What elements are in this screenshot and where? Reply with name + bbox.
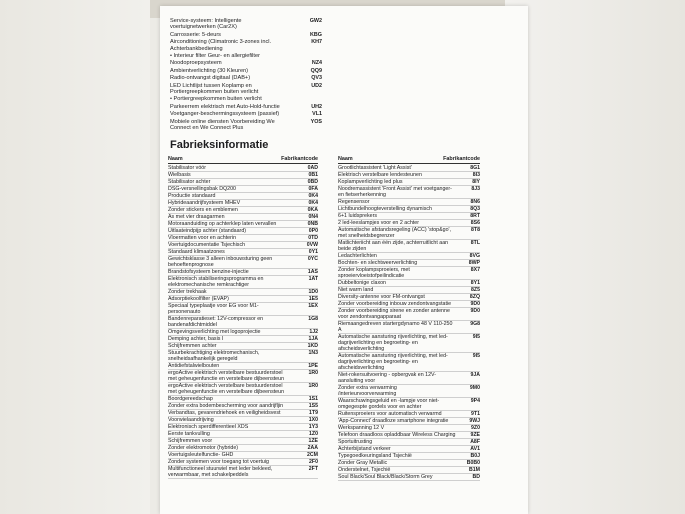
list-item xyxy=(170,39,322,52)
row-name: • Interieur filter Geur- en allergiefilter xyxy=(170,53,260,60)
row-code: 9G8 xyxy=(470,321,480,327)
table-row xyxy=(338,418,480,425)
table-row xyxy=(168,276,318,289)
list-item xyxy=(170,96,322,102)
row-name: Automatische afstandsregeling (ACC) 'stop&go', met snelheidsbegrenzer xyxy=(338,227,452,239)
row-code: 8X7 xyxy=(470,267,480,273)
row-name: Demping achter, basis I xyxy=(168,336,224,342)
table-body xyxy=(338,165,480,481)
table-row xyxy=(168,228,318,235)
row-code: KH7 xyxy=(311,39,322,46)
table-row xyxy=(338,411,480,418)
row-code: 1ZE xyxy=(308,438,318,444)
table-row xyxy=(338,398,480,411)
row-code: GW2 xyxy=(309,18,322,24)
row-name: Voetganger-beschermingssysteem (passief) xyxy=(170,111,280,118)
row-name: Brandstofsysteem benzine-injectie xyxy=(168,269,249,275)
row-code: 9D0 xyxy=(470,301,480,307)
row-code: 1E5 xyxy=(308,296,318,302)
row-name: Zonder trekhaak xyxy=(168,289,207,295)
row-name: Zonder elektromotor (hybride) xyxy=(168,445,239,451)
table-row xyxy=(168,269,318,276)
row-code: 1EX xyxy=(308,303,318,309)
row-code: 8Z5 xyxy=(471,287,480,293)
row-code: 2FT xyxy=(308,466,318,472)
row-code: QQ9 xyxy=(310,67,322,74)
row-name: 'App-Connect' draadloze smartphone integratie xyxy=(338,418,449,424)
row-name: Typegoedkeuringsland Tsjechië xyxy=(338,453,412,459)
row-name: Zonder stickers en emblemen xyxy=(168,207,238,213)
row-name: Multifunctioneel stuurwiel met leder bekleed, verwarmbaar, met schakelpeddels xyxy=(168,466,273,478)
background-right xyxy=(505,0,685,514)
row-code: NZ4 xyxy=(311,60,322,67)
column-code-header: Fabrikantcode xyxy=(443,156,480,162)
column-name-header: Naam xyxy=(168,156,183,162)
table-row xyxy=(338,460,480,467)
table-row xyxy=(168,336,318,343)
table-row xyxy=(338,353,480,372)
table-row xyxy=(338,453,480,460)
table-row xyxy=(338,467,480,474)
row-name: Motoraanduiding op achterklep laten vervallen xyxy=(168,221,277,227)
table-header xyxy=(168,156,318,164)
row-code: 0FA xyxy=(308,186,318,192)
row-code: 1R0 xyxy=(308,370,318,376)
row-name: ergoActive elektrisch verstelbare bestuurderstoel met geheugenfunctie en verstelbare dijbeensteun xyxy=(168,383,285,395)
row-name: LED Lichtlijst tussen Koplamp en Portiergreepkommen buiten verlicht xyxy=(170,82,259,96)
row-code: 0K4 xyxy=(308,193,318,199)
table-row xyxy=(338,260,480,267)
row-code: UH2 xyxy=(311,103,322,110)
row-code: 9WJ xyxy=(469,418,480,424)
table-row xyxy=(168,431,318,438)
row-name: Voorwielaandrijving xyxy=(168,417,214,423)
table-row xyxy=(168,466,318,479)
row-code: 8S6 xyxy=(470,220,480,226)
row-name: Zonder Gray Metallic xyxy=(338,460,388,466)
table-row xyxy=(338,165,480,172)
list-item xyxy=(170,18,322,31)
row-code: 2F0 xyxy=(309,459,318,465)
row-name: Zonder systemen voor toegang tot voertuig xyxy=(168,459,269,465)
row-code: 1N3 xyxy=(308,350,318,356)
list-item xyxy=(170,119,322,132)
row-code: 1S1 xyxy=(308,396,318,402)
table-row xyxy=(168,214,318,221)
row-code: 8T8 xyxy=(471,227,480,233)
row-name: Werkspanning 12 V xyxy=(338,425,385,431)
table-row xyxy=(338,294,480,301)
table-row xyxy=(168,417,318,424)
right-table xyxy=(338,156,480,481)
row-code: 1J2 xyxy=(309,329,318,335)
row-name: Ambientverlichting (30 Kleuren) xyxy=(170,67,249,74)
list-item xyxy=(170,32,322,38)
table-row xyxy=(168,186,318,193)
row-name: Achterbijstand verkeer xyxy=(338,446,391,452)
row-code: KBG xyxy=(310,31,322,38)
row-name: Koplampverlichting led plus xyxy=(338,179,403,185)
table-row xyxy=(338,372,480,385)
table-row xyxy=(338,432,480,439)
table-row xyxy=(168,452,318,459)
table-row xyxy=(168,303,318,316)
row-name: Eerste tankvulling xyxy=(168,431,210,437)
equipment-list xyxy=(170,18,322,133)
row-code: 0B1 xyxy=(308,172,318,178)
row-name: Diversity-antenne voor FM-ontvangst xyxy=(338,294,425,300)
table-row xyxy=(338,172,480,179)
table-row xyxy=(168,221,318,228)
row-name: Soul Black/Soul Black/Black/Storm Grey xyxy=(338,474,433,480)
row-code: 1Z0 xyxy=(309,431,318,437)
row-name: As met vier draagarmen xyxy=(168,214,225,220)
row-name: Riemaangedreven startergdynamo 48 V 110-250 A xyxy=(338,321,453,333)
row-code: B1M xyxy=(469,467,480,473)
row-code: 8Q3 xyxy=(470,206,480,212)
table-row xyxy=(338,280,480,287)
row-name: Ledachterlichten xyxy=(338,253,377,259)
table-row xyxy=(338,385,480,398)
row-code: VL1 xyxy=(312,111,322,118)
row-name: DSG-versnellingsbak DQ200 xyxy=(168,186,237,192)
row-name: Zonder extra verwarming /interieurvoorverwarming xyxy=(338,385,397,397)
row-code: 8N6 xyxy=(470,199,480,205)
row-name: Verbandtas, gevarendriehoek en veiligheidsvest xyxy=(168,410,281,416)
row-name: Bandenreparatieset: 12V-compressor en bandenafdichtmiddel xyxy=(168,316,264,328)
list-item xyxy=(170,83,322,96)
table-row xyxy=(338,186,480,199)
row-code: 9I5 xyxy=(472,353,480,359)
table-row xyxy=(338,227,480,240)
row-code: 1AS xyxy=(307,269,318,275)
row-name: Elektrisch verstelbare lendesteunen xyxy=(338,172,422,178)
row-code: 2AA xyxy=(307,445,318,451)
table-row xyxy=(168,289,318,296)
row-code: A8F xyxy=(470,439,480,445)
row-name: Bochten- en slechtweerverlichting xyxy=(338,260,418,266)
row-code: 9T1 xyxy=(471,411,480,417)
row-code: 1JA xyxy=(308,336,318,342)
row-name: Stuurbekrachtiging elektromechanisch, snelheidsafhankelijk geregeld xyxy=(168,350,260,362)
row-code: 1AT xyxy=(308,276,318,282)
background-left xyxy=(0,0,150,514)
table-row xyxy=(168,316,318,329)
table-row xyxy=(168,242,318,249)
row-code: B0B0 xyxy=(466,460,480,466)
row-code: 9M0 xyxy=(469,385,480,391)
row-name: Onderstelnet, Tsjechië xyxy=(338,467,391,473)
row-name: Matlichteriicht aan één zijde, achterruitlicht aan beide zijden xyxy=(338,240,449,252)
list-item xyxy=(170,104,322,110)
table-row xyxy=(338,240,480,253)
row-name: Voertuigdocumentatie Tsjechisch xyxy=(168,242,246,248)
table-row xyxy=(338,474,480,481)
row-name: Standaard klimaatzones xyxy=(168,249,225,255)
table-row xyxy=(168,350,318,363)
row-code: 8G1 xyxy=(470,165,480,171)
row-code: 9Z0 xyxy=(471,425,480,431)
table-row xyxy=(338,425,480,432)
row-name: Grootlichtassistent 'Light Assist' xyxy=(338,165,412,171)
row-code: 8IY xyxy=(472,179,480,185)
list-item xyxy=(170,111,322,117)
row-code: YOS xyxy=(310,118,322,125)
row-name: Schijfremmen voor xyxy=(168,438,213,444)
row-code: 1R0 xyxy=(308,383,318,389)
row-name: Gewichtsklasse 3 alleen inbouwsturing geen behoeftenprognose xyxy=(168,256,273,268)
row-name: Lichtbundelhoogteverstelling dynamisch xyxy=(338,206,432,212)
row-name: Boordgereedschap xyxy=(168,396,213,402)
row-code: AV1 xyxy=(470,446,480,452)
table-row xyxy=(168,165,318,172)
table-body xyxy=(168,165,318,479)
row-code: 0Y1 xyxy=(308,249,318,255)
table-row xyxy=(338,301,480,308)
table-row xyxy=(168,410,318,417)
row-code: BD xyxy=(472,474,480,480)
table-row xyxy=(168,296,318,303)
row-code: 8RT xyxy=(470,213,480,219)
table-row xyxy=(168,200,318,207)
row-name: Noodremassistent 'Front Assist' met voetganger- en fietserherkenning xyxy=(338,186,452,198)
row-name: Speciaal typeplaatje voor EG voor M1-personenauto xyxy=(168,303,259,315)
row-name: Telefoon draadloos opladdbaar Wireless Charging xyxy=(338,432,456,438)
row-code: 1Y3 xyxy=(308,424,318,430)
table-row xyxy=(168,459,318,466)
row-name: Niet warm land xyxy=(338,287,374,293)
left-table xyxy=(168,156,318,479)
row-name: Radio-ontvangst digitaal (DAB+) xyxy=(170,75,251,82)
row-name: 6+1 luidsprekers xyxy=(338,213,378,219)
list-item xyxy=(170,75,322,81)
row-code: 1X0 xyxy=(308,417,318,423)
row-code: B0J xyxy=(470,453,480,459)
row-name: Automatische aansturing rijverlichting, met led-dagrijverlichting en begroeting- en afscheidsverlichting xyxy=(338,334,448,352)
row-code: 8Y1 xyxy=(470,280,480,286)
table-row xyxy=(338,253,480,260)
table-row xyxy=(168,193,318,200)
section-title: Fabrieksinformatie xyxy=(170,139,269,151)
row-name: Stabilisator vóór xyxy=(168,165,206,171)
column-name-header: Naam xyxy=(338,156,353,162)
row-name: Vloermatten voor en achterin xyxy=(168,235,237,241)
table-row xyxy=(338,446,480,453)
row-code: 1S5 xyxy=(308,403,318,409)
row-code: 1T9 xyxy=(309,410,318,416)
row-name: Noodoproepsysteem xyxy=(170,60,222,67)
row-name: Stabilisator achter xyxy=(168,179,211,185)
row-name: Sportuitrusting xyxy=(338,439,373,445)
row-name: Wielbasis xyxy=(168,172,191,178)
row-name: Elektronisch stabiliseringsprogramma en elektromechanische remkrachtiger xyxy=(168,276,264,288)
row-code: 9ZE xyxy=(470,432,480,438)
table-row xyxy=(338,439,480,446)
row-name: Waarschuwingsgeluid en -lampje voor niet-omgegespte gordels voor en achter xyxy=(338,398,440,410)
table-row xyxy=(168,424,318,431)
row-code: 0P0 xyxy=(308,228,318,234)
row-name: Antidiefstalwielbouten xyxy=(168,363,220,369)
table-row xyxy=(338,213,480,220)
row-code: 0TD xyxy=(308,235,318,241)
row-name: 2 led-leeslampjes voor en 2 achter xyxy=(338,220,419,226)
row-name: Adsorptiekoolfilter (EVAP) xyxy=(168,296,229,302)
row-code: 1G8 xyxy=(308,316,318,322)
table-row xyxy=(168,363,318,370)
row-code: 2CM xyxy=(307,452,318,458)
row-name: Airconditioning (Climatronic 3-zones incl. Achterbankbediening xyxy=(170,39,272,52)
row-code: 1PE xyxy=(308,363,318,369)
row-code: 0YC xyxy=(307,256,318,262)
row-name: • Portiergreepkommen buiten verlicht xyxy=(170,96,262,103)
row-code: QV3 xyxy=(311,75,322,82)
list-item xyxy=(170,53,322,59)
table-row xyxy=(338,334,480,353)
row-name: Schijfremmen achter xyxy=(168,343,217,349)
table-row xyxy=(168,179,318,186)
row-name: Dubbeltonige claxon xyxy=(338,280,387,286)
table-row xyxy=(338,308,480,321)
table-row xyxy=(168,438,318,445)
row-name: Zonder voorbereiding sirene en zonder antenne voor zendontvangapparaat xyxy=(338,308,450,320)
row-name: Regensensor xyxy=(338,199,370,205)
table-row xyxy=(168,370,318,383)
row-code: 8VG xyxy=(469,253,480,259)
list-item xyxy=(170,60,322,66)
table-header xyxy=(338,156,480,164)
row-name: Automatische aansturing rijverlichting, met led-dagrijverlichting en begroeting- en afscheidsverlichting xyxy=(338,353,448,371)
row-name: Service-systeem: Intelligente voertuignetwerken (Car2X) xyxy=(170,18,242,31)
row-code: 0VW xyxy=(306,242,318,248)
row-name: Zonder koplampsproeiers, met sproeiervloeistofpeilindicatie xyxy=(338,267,410,279)
row-code: 8I3 xyxy=(472,172,480,178)
row-code: 0AD xyxy=(307,165,318,171)
row-code: 1D0 xyxy=(308,289,318,295)
row-code: 8TL xyxy=(470,240,480,246)
table-row xyxy=(168,343,318,350)
row-name: Ruitensproeiers voor automatisch verwarmd xyxy=(338,411,442,417)
table-row xyxy=(168,396,318,403)
row-name: Voertuigsleutelfunctie- GHD xyxy=(168,452,234,458)
row-code: 9P4 xyxy=(470,398,480,404)
row-code: 0KA xyxy=(307,207,318,213)
row-name: Omgevingsverlichting met logoprojectie xyxy=(168,329,261,335)
row-code: 8ZQ xyxy=(469,294,480,300)
table-row xyxy=(338,179,480,186)
table-row xyxy=(168,256,318,269)
table-row xyxy=(168,235,318,242)
row-code: 8WP xyxy=(468,260,480,266)
row-name: Mobiele online diensten Voorbereiding We Connect en We Connect Plus xyxy=(170,118,275,132)
row-code: 1KD xyxy=(307,343,318,349)
row-name: ergoActive elektrisch verstelbare bestuurderstoel met geheugenfunctie en verstelbare dijbeensteun xyxy=(168,370,285,382)
table-row xyxy=(338,287,480,294)
table-row xyxy=(338,321,480,334)
table-row xyxy=(168,445,318,452)
row-name: Uitlaateindpijp achter (standaard) xyxy=(168,228,247,234)
row-code: 0K4 xyxy=(308,200,318,206)
row-code: 9JA xyxy=(470,372,480,378)
row-code: UD2 xyxy=(311,82,322,89)
list-item xyxy=(170,68,322,74)
row-name: Hybrideaandrijfsysteem MHEV xyxy=(168,200,241,206)
row-code: 0N4 xyxy=(308,214,318,220)
row-name: Productie standaard xyxy=(168,193,216,199)
table-row xyxy=(168,329,318,336)
column-code-header: Fabrikantcode xyxy=(281,156,318,162)
row-code: 9I5 xyxy=(472,334,480,340)
row-name: Niet-rokersuitvoering - opbergvak en 12V-aansluiting voor xyxy=(338,372,437,384)
document-page xyxy=(160,6,528,514)
row-code: 0NB xyxy=(307,221,318,227)
table-row xyxy=(338,199,480,206)
row-name: Zonder extra bodembescherming voor aandrijfljin xyxy=(168,403,284,409)
table-row xyxy=(338,206,480,213)
row-name: Parkeerrem elektrisch met Auto-Hold-functie xyxy=(170,103,280,110)
row-code: 9D0 xyxy=(470,308,480,314)
table-row xyxy=(338,267,480,280)
table-row xyxy=(168,383,318,396)
row-name: Elektronisch sperdifferentieel XDS xyxy=(168,424,249,430)
table-row xyxy=(168,172,318,179)
row-name: Zonder voorbereiding inbouw zendontvangstatie xyxy=(338,301,452,307)
row-code: 8J3 xyxy=(471,186,480,192)
table-row xyxy=(168,249,318,256)
table-row xyxy=(338,220,480,227)
table-row xyxy=(168,207,318,214)
table-row xyxy=(168,403,318,410)
row-name: Carrosserie: 5-deurs xyxy=(170,31,221,38)
row-code: 0BD xyxy=(307,179,318,185)
